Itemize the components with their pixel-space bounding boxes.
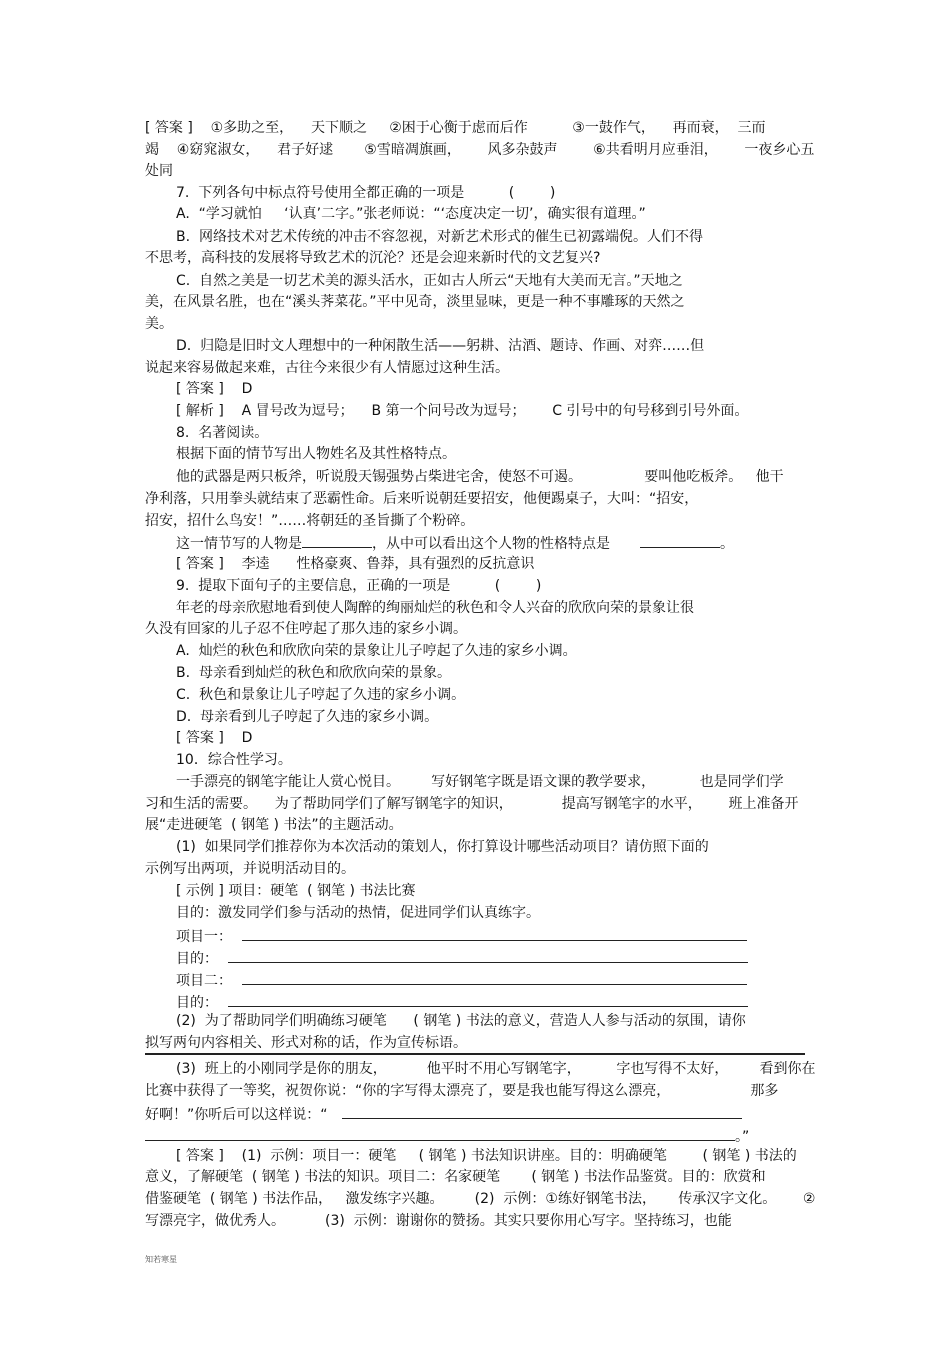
option-b-cont: 不思考，高科技的发展将导致艺术的沉沦？还是会迎来新时代的文艺复兴? [145, 250, 601, 266]
answer-10-cont: 借鉴硬笔 ( 钢笔 ) 书法作品， 激发练字兴趣。 (2) 示例：①练好钢笔书法， 传承汉字文化。 ② [145, 1191, 816, 1207]
project-2-blank[interactable] [242, 968, 747, 985]
purpose-2-blank[interactable] [228, 990, 748, 1007]
analysis-7: [ 解析 ] A 冒号改为逗号； B 第一个问号改为逗号； C 引号中的句号移到引号外面。 [176, 403, 749, 419]
answer-8: [ 答案 ] 李逵 性格豪爽、鲁莽，具有强烈的反抗意识 [176, 556, 535, 572]
option-c: C. 自然之美是一切艺术美的源头活水，正如古人所云“天地有大美而无言。”天地之 [176, 273, 683, 289]
option-d: D. 母亲看到儿子哼起了久违的家乡小调。 [176, 709, 439, 725]
project-1-blank[interactable] [242, 924, 747, 941]
answer-9: [ 答案 ] D [176, 730, 253, 746]
purpose-1-blank[interactable] [228, 946, 748, 963]
option-a: A. “学习就怕 ‘认真’二字。”张老师说：“‘态度决定一切’，确实很有道理。” [176, 206, 646, 222]
answer-7: [ 答案 ] D [176, 381, 253, 397]
blank-name[interactable] [302, 531, 372, 548]
reply-blank-2[interactable] [145, 1124, 735, 1141]
project-2-row: 项目二： [176, 968, 747, 990]
sentence-9: 年老的母亲欣慰地看到使人陶醉的绚丽灿烂的秋色和令人兴奋的欣欣向荣的景象让很 [176, 600, 694, 616]
passage-8: 他的武器是两只板斧，听说殷天锡强势占柴进宅舍，使怒不可遏。 要叫他吃板斧。 他干 [176, 469, 784, 485]
question-8: 8. 名著阅读。 [176, 425, 269, 441]
sub-question-3: (3) 班上的小刚同学是你的朋友， 他平时不用心写钢笔字， 字也写得不太好， 看到你在 [176, 1061, 816, 1077]
sub-question-1-cont: 示例写出两项，并说明活动目的。 [145, 861, 355, 877]
answer-line: 竭 ④窈窕淑女， 君子好逑 ⑤雪暗凋旗画， 风多杂鼓声 ⑥共看明月应垂泪， 一夜乡心五 [145, 142, 815, 158]
reply-blank-1[interactable] [342, 1102, 742, 1119]
example-purpose: 目的：激发同学们参与活动的热情，促进同学们认真练字。 [176, 905, 540, 921]
question-7: 7. 下列各句中标点符号使用全都正确的一项是 ( ) [176, 185, 556, 201]
sentence-9-cont: 久没有回家的儿子忍不住哼起了那久违的家乡小调。 [145, 621, 467, 637]
sub-question-1: (1) 如果同学们推荐你为本次活动的策划人，你打算设计哪些活动项目？请仿照下面的 [176, 839, 709, 855]
purpose-2-row: 目的： [176, 990, 748, 1012]
question-10: 10．综合性学习。 [176, 752, 292, 768]
option-d: D. 归隐是旧时文人理想中的一种闲散生活——躬耕、沽酒、题诗、作画、对弈……但 [176, 338, 705, 354]
sub-question-2-cont: 拟写两句内容相关、形式对称的话，作为宣传标语。 [145, 1035, 467, 1051]
answer-10-cont: 意义，了解硬笔 ( 钢笔 ) 书法的知识。项目二：名家硬笔 ( 钢笔 ) 书法作品鉴赏。目的：欣赏和 [145, 1169, 766, 1185]
fill-in-8: 这一情节写的人物是 ，从中可以看出这个人物的性格特点是 。 [176, 531, 734, 553]
divider [145, 1053, 805, 1055]
footer-watermark: 知若寒星 [145, 1255, 177, 1264]
passage-8-cont: 净利落，只用拳头就结束了恶霸性命。后来听说朝廷要招安，他便踢桌子，大叫：“招安， [145, 491, 699, 507]
option-b: B. 网络技术对艺术传统的冲击不容忽视，对新艺术形式的催生已初露端倪。人们不得 [176, 229, 703, 245]
option-a: A. 灿烂的秋色和欣欣向荣的景象让儿子哼起了久违的家乡小调。 [176, 643, 577, 659]
passage-10-cont: 展“走进硬笔 ( 钢笔 ) 书法”的主题活动。 [145, 817, 403, 833]
passage-10: 一手漂亮的钢笔字能让人赏心悦目。 写好钢笔字既是语文课的教学要求， 也是同学们学 [176, 774, 784, 790]
reply-row-cont: 。” [145, 1124, 749, 1146]
purpose-1-row: 目的： [176, 946, 748, 968]
answer-line: 处同 [145, 163, 173, 179]
option-b: B. 母亲看到灿烂的秋色和欣欣向荣的景象。 [176, 665, 451, 681]
question-9: 9. 提取下面句子的主要信息，正确的一项是 ( ) [176, 578, 542, 594]
project-1-row: 项目一： [176, 924, 747, 946]
sub-question-2: (2) 为了帮助同学们明确练习硬笔 ( 钢笔 ) 书法的意义，营造人人参与活动的氛围，请你 [176, 1013, 746, 1029]
passage-8-cont: 招安，招什么鸟安！”……将朝廷的圣旨撕了个粉碎。 [145, 513, 475, 529]
option-c-cont: 美，在风景名胜，也在“溪头荠菜花。”平中见奇，淡里显味，更是一种不事雕琢的天然之 [145, 294, 685, 310]
question-8-prompt: 根据下面的情节写出人物姓名及其性格特点。 [176, 446, 456, 462]
option-c: C. 秋色和景象让儿子哼起了久违的家乡小调。 [176, 687, 466, 703]
answer-line: [ 答案 ] ①多助之至， 天下顺之 ②困于心衡于虑而后作 ③一鼓作气， 再而衰， 三而 [145, 120, 766, 136]
passage-10-cont: 习和生活的需要。 为了帮助同学们了解写钢笔字的知识， 提高写钢笔字的水平， 班上准备开 [145, 796, 799, 812]
blank-trait[interactable] [640, 531, 720, 548]
answer-10: [ 答案 ] (1) 示例：项目一：硬笔 ( 钢笔 ) 书法知识讲座。目的：明确硬笔 ( 钢笔 ) 书法的 [176, 1148, 797, 1164]
reply-row: 好啊！”你听后可以这样说：“ [145, 1102, 742, 1124]
sub-question-3-cont: 比赛中获得了一等奖，祝贺你说：“你的字写得太漂亮了，要是我也能写得这么漂亮， 那多 [145, 1083, 779, 1099]
option-c-cont: 美。 [145, 316, 173, 332]
option-d-cont: 说起来容易做起来难，古往今来很少有人情愿过这种生活。 [145, 360, 509, 376]
answer-10-cont: 写漂亮字，做优秀人。 (3) 示例：谢谢你的赞扬。其实只要你用心写字。坚持练习，也能 [145, 1213, 732, 1229]
example-project: [ 示例 ] 项目：硬笔 ( 钢笔 ) 书法比赛 [176, 883, 416, 899]
